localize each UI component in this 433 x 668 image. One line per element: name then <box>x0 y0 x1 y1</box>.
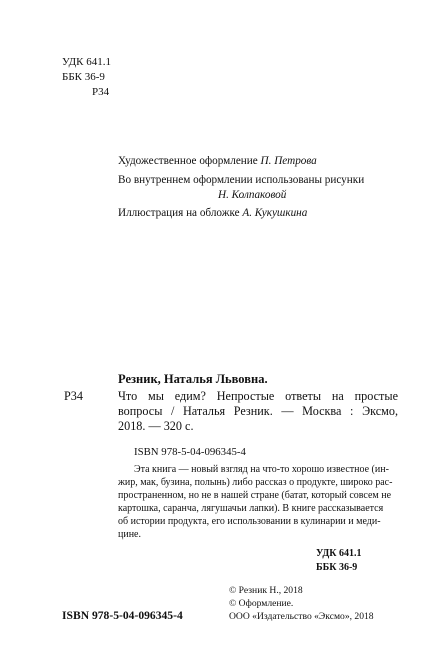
author-mark-top: Р34 <box>92 86 110 98</box>
catalog-margin-code: Р34 <box>64 389 83 403</box>
catalog-udk: УДК 641.1 <box>316 548 362 559</box>
catalog-description-line-3: 2018. — 320 с. <box>118 419 194 433</box>
credit-design-label: Художественное оформление <box>118 155 258 167</box>
catalog-description-line-2: вопросы / Наталья Резник. — Москва : Эксмо, <box>118 404 398 418</box>
annotation-line-5: об истории продукта, его использовании в кулинарии и меди- <box>118 516 381 527</box>
catalog-description-line-1: Что мы едим? Непростые ответы на простые <box>118 389 398 403</box>
credit-cover <box>118 206 307 220</box>
annotation-line-6: цине. <box>118 529 141 540</box>
credit-design-name: П. Петрова <box>260 155 317 167</box>
credit-cover-label: Иллюстрация на обложке <box>118 207 240 219</box>
copyright-author: © Резник Н., 2018 <box>229 585 303 596</box>
udk-top: УДК 641.1 <box>62 56 112 68</box>
catalog-bbk: ББК 36-9 <box>316 562 358 573</box>
annotation-line-2: жир, мак, бузина, полынь) либо рассказ о продукте, широко рас- <box>118 477 393 488</box>
bbk-top: ББК 36-9 <box>62 71 105 83</box>
credit-cover-name: А. Кукушкина <box>242 207 308 219</box>
copyright-design: © Оформление. <box>229 598 294 609</box>
catalog-author-heading: Резник, Наталья Львовна. <box>118 372 268 386</box>
annotation-line-1: Эта книга — новый взгляд на что-то хорошо известное (ин- <box>134 464 389 475</box>
catalog-isbn: ISBN 978-5-04-096345-4 <box>134 446 246 458</box>
imprint-isbn: ISBN 978-5-04-096345-4 <box>62 609 183 622</box>
credit-inner-illustrations: Во внутреннем оформлении использованы рисунки <box>118 174 365 186</box>
credit-inner-illustrations-name: Н. Колпаковой <box>218 189 287 201</box>
annotation-line-3: пространенном, но не в нашей стране (батат, который совсем не <box>118 490 392 501</box>
copyright-publisher: ООО «Издательство «Эксмо», 2018 <box>229 611 374 622</box>
credit-design <box>118 154 317 168</box>
annotation-line-4: картошка, саранча, лягушачьи лапки). В книге рассказывается <box>118 503 384 514</box>
